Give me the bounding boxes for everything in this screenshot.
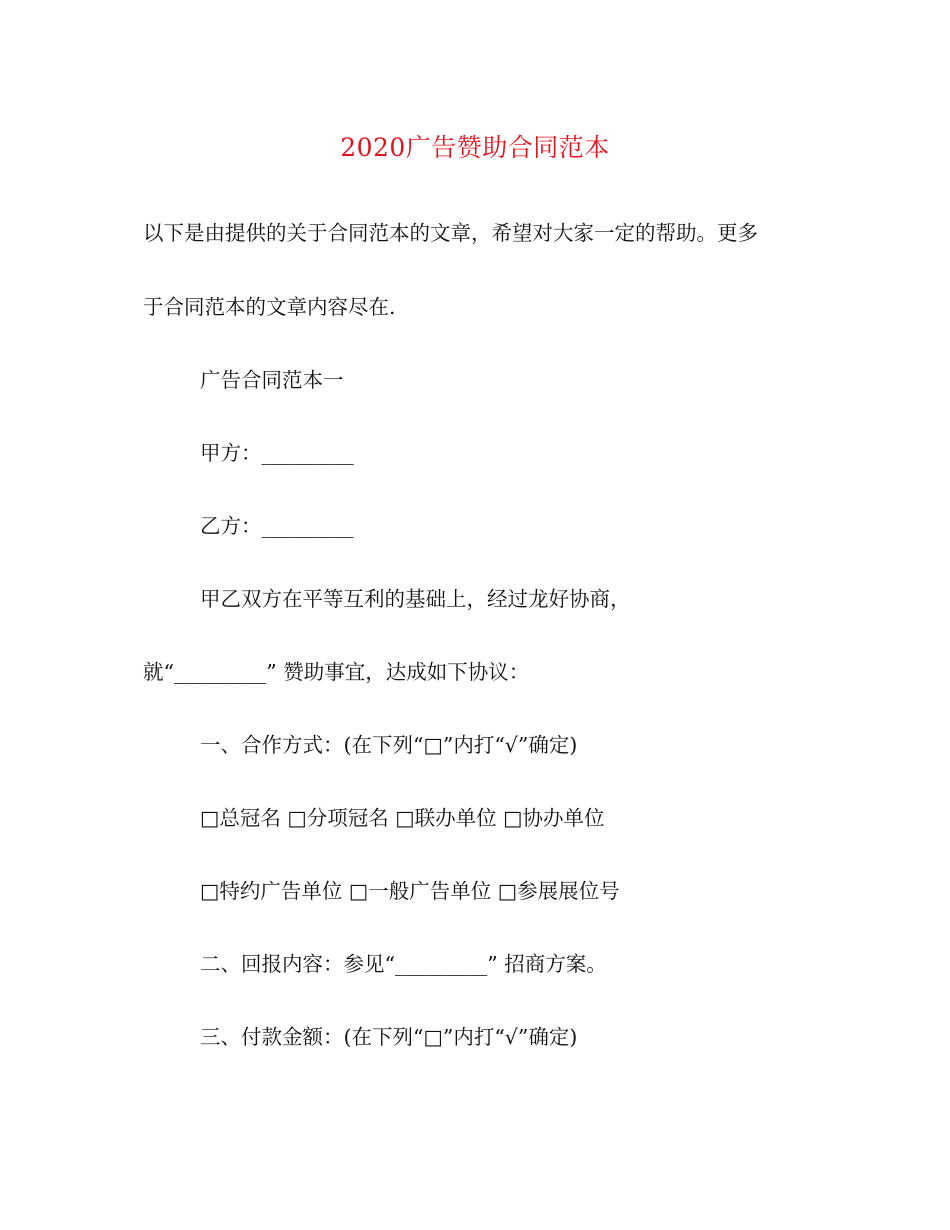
document-title: 2020广告赞助合同范本: [340, 133, 610, 162]
intro-line-1: 以下是由提供的关于合同范本的文章，希望对大家一定的帮助。更多: [143, 221, 758, 245]
agreement-line-2: 就“_________” 赞助事宜，达成如下协议：: [143, 660, 530, 684]
section-two-line: 二、回报内容：参见“_________” 招商方案。: [200, 952, 607, 976]
section-one-heading: 一、合作方式：(在下列“□”内打“√”确定): [200, 733, 578, 757]
agreement-line-1: 甲乙双方在平等互利的基础上，经过龙好协商，: [200, 587, 631, 611]
party-b-line: 乙方：_________: [200, 514, 354, 538]
section-three-heading: 三、付款金额：(在下列“□”内打“√”确定): [200, 1025, 578, 1049]
intro-line-2: 于合同范本的文章内容尽在.: [143, 295, 396, 319]
cooperation-options-row-2: □特约广告单位 □一般广告单位 □参展展位号: [200, 879, 620, 903]
party-a-line: 甲方：_________: [200, 441, 354, 465]
contract-heading: 广告合同范本一: [200, 368, 344, 392]
cooperation-options-row-1: □总冠名 □分项冠名 □联办单位 □协办单位: [200, 806, 605, 830]
